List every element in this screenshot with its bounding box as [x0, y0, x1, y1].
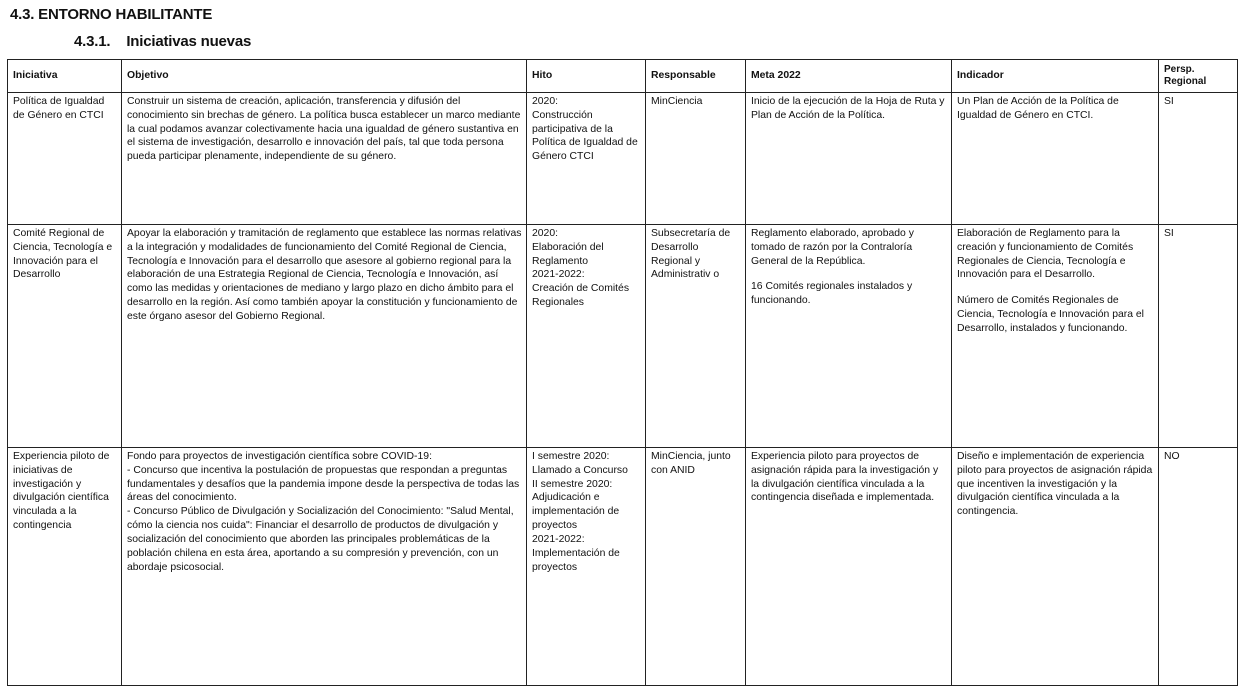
meta-text: Reglamento elaborado, aprobado y tomado de razón por la Contraloría General de la República.	[751, 228, 914, 267]
paragraph-gap	[751, 268, 947, 280]
subsection-number: 4.3.1.	[74, 33, 111, 50]
cell-meta	[746, 448, 952, 686]
cell-responsable: MinCiencia, junto con ANID	[646, 448, 746, 686]
paragraph-gap	[957, 282, 1154, 294]
hito-text: 2020: Elaboración del Reglamento 2021-2022: Creación de Comités Regionales	[532, 228, 630, 309]
meta-text: Inicio de la ejecución de la Hoja de Ruta y Plan de Acción de la Política.	[751, 96, 945, 121]
cell-objetivo	[122, 93, 527, 225]
cell-persp: SI	[1159, 225, 1238, 448]
indicador-text: Un Plan de Acción de la Política de Igualdad de Género en CTCI.	[957, 96, 1119, 121]
cell-persp: NO	[1159, 448, 1238, 686]
header-iniciativa: Iniciativa	[8, 60, 122, 93]
indicador-text: Elaboración de Reglamento para la creación y funcionamiento de Comités Regionales de Ciencia, Tecnología e Innovación para el Desarrollo.	[957, 228, 1134, 281]
objetivo-text: Apoyar la elaboración y tramitación de reglamento que establece las normas relativas a la integración y modalidades de funcionamiento del Comité Regional de Ciencia, Tecnología e Innovación para el desarrollo que asesore al gobierno regional para la elaboración de una Estrategia Regional de Ciencia, Tecnología e Innovación, así como las medidas y orientaciones de mediano y largo plazo en dicho ámbito para el desarrollo en la región. Así como también apoyar la constitución y funcionamiento de este órgano asesor del Gobierno Regional.	[127, 228, 522, 322]
header-hito: Hito	[527, 60, 646, 93]
header-persp-regional	[1159, 60, 1238, 93]
cell-objetivo	[122, 225, 527, 448]
cell-responsable: Subsecretaría de Desarrollo Regional y Administrativ o	[646, 225, 746, 448]
cell-iniciativa: Política de Igualdad de Género en CTCI	[8, 93, 122, 225]
cell-hito	[527, 448, 646, 686]
cell-objetivo	[122, 448, 527, 686]
objetivo-text: Construir un sistema de creación, aplicación, transferencia y difusión del conocimiento sin brechas de género. La política busca establecer un marco mediante la cual podamos avanzar colectivamente hacia una igualdad de género sustantiva en el sistema de investigación, desarrollo e innovación del país, tal que toda persona pueda participar plenamente, independiente de su género.	[127, 96, 521, 163]
subsection-heading	[74, 33, 251, 50]
subsection-title: Iniciativas nuevas	[126, 33, 252, 50]
table-row	[8, 93, 1238, 225]
header-indicador: Indicador	[952, 60, 1159, 93]
cell-responsable: MinCiencia	[646, 93, 746, 225]
section-heading: 4.3. ENTORNO HABILITANTE	[10, 6, 213, 23]
table-header-row	[8, 60, 1238, 93]
hito-text: I semestre 2020: Llamado a Concurso II semestre 2020: Adjudicación e implementación de proyectos 2021-2022: Implementación de proyectos	[532, 451, 628, 573]
cell-iniciativa: Experiencia piloto de iniciativas de investigación y divulgación científica vinculada a la contingencia	[8, 448, 122, 686]
header-persp-line2: Regional	[1164, 76, 1207, 87]
cell-indicador	[952, 93, 1159, 225]
initiatives-table	[7, 59, 1238, 686]
cell-hito	[527, 225, 646, 448]
cell-indicador	[952, 448, 1159, 686]
indicador-text: Diseño e implementación de experiencia piloto para proyectos de asignación rápida que incentiven la investigación y la divulgación científica vinculada a la contingencia.	[957, 451, 1153, 518]
cell-meta	[746, 93, 952, 225]
meta-text-2: 16 Comités regionales instalados y funcionando.	[751, 281, 913, 307]
cell-iniciativa: Comité Regional de Ciencia, Tecnología e Innovación para el Desarrollo	[8, 225, 122, 448]
objetivo-text: Fondo para proyectos de investigación científica sobre COVID-19: - Concurso que incentiva la postulación de propuestas que respondan a preguntas fundamentales y desafíos que la pandemia impone desde la perspectiva de todas las áreas del conocimiento. - Concurso Público de Divulgación y Socialización del Conocimiento: "Salud Mental, cómo la ciencia nos cuida": Financiar el desarrollo de productos de divulgación y socialización del conocimiento que aborden las principales problemáticas de la población chilena en esta área, aportando a su compresión y prevención, con un abordaje psicosocial.	[127, 451, 520, 573]
header-objetivo: Objetivo	[122, 60, 527, 93]
cell-meta	[746, 225, 952, 448]
table-row	[8, 225, 1238, 448]
cell-persp: SI	[1159, 93, 1238, 225]
indicador-text-2: Número de Comités Regionales de Ciencia, Tecnología e Innovación para el Desarrollo, instalados y funcionando.	[957, 295, 1144, 334]
header-meta: Meta 2022	[746, 60, 952, 93]
cell-hito	[527, 93, 646, 225]
header-persp-line1: Persp.	[1164, 64, 1195, 75]
meta-text: Experiencia piloto para proyectos de asignación rápida para la investigación y la divulgación científica vinculada a la contingencia diseñada e implementada.	[751, 451, 939, 504]
header-responsable: Responsable	[646, 60, 746, 93]
table-row	[8, 448, 1238, 686]
hito-text: 2020: Construcción participativa de la Política de Igualdad de Género CTCI	[532, 96, 638, 163]
cell-indicador	[952, 225, 1159, 448]
